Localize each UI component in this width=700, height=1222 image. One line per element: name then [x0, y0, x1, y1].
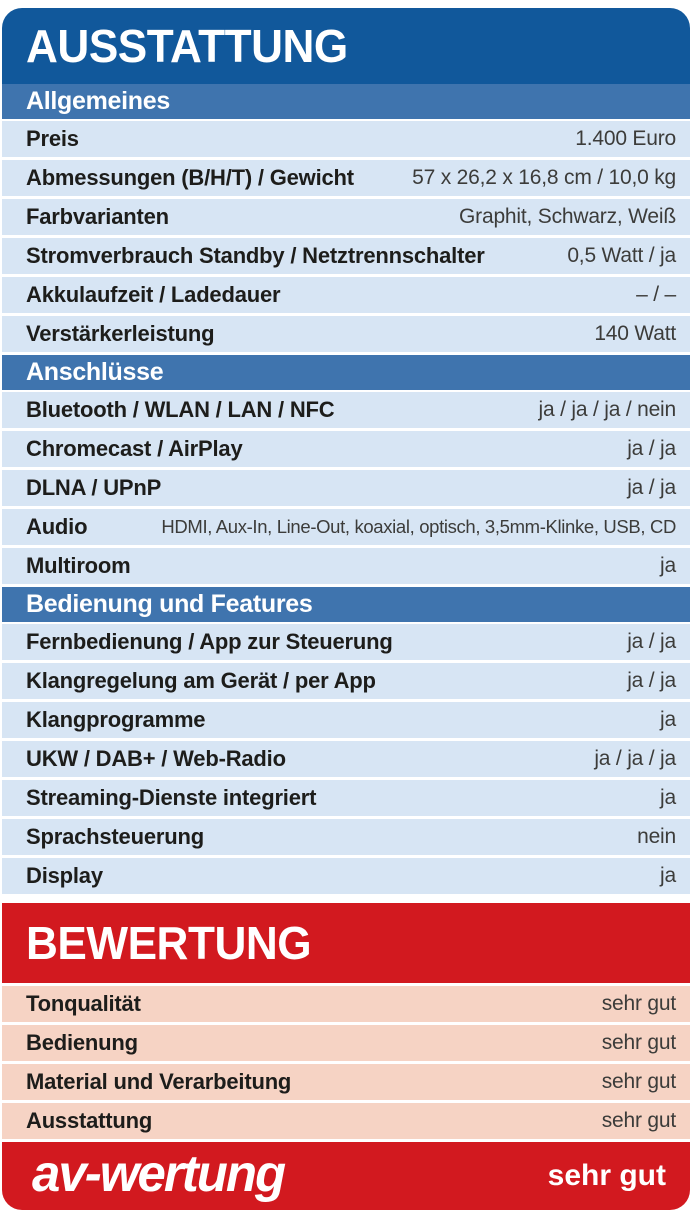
spec-label: Preis [26, 126, 79, 151]
rating-value: sehr gut [601, 992, 676, 1015]
rating-label: Material und Verarbeitung [26, 1069, 292, 1094]
spec-label: Verstärkerleistung [26, 321, 215, 346]
ausstattung-title: AUSSTATTUNG [26, 20, 348, 72]
rating-row-ausstattung [2, 1103, 690, 1139]
spec-label: Abmessungen (B/H/T) / Gewicht [26, 165, 354, 190]
section-heading-label: Anschlüsse [26, 358, 164, 386]
bewertung-header [2, 903, 690, 983]
spec-label: Klangprogramme [26, 707, 206, 732]
section-heading-label: Bedienung und Features [26, 590, 313, 618]
av-wertung-banner [2, 1142, 690, 1210]
bewertung-card [2, 903, 690, 1139]
spec-value: 140 Watt [594, 322, 676, 345]
spec-label: Klangregelung am Gerät / per App [26, 668, 376, 693]
spec-row-chromecast-airplay [2, 431, 690, 467]
rating-value: sehr gut [601, 1070, 676, 1093]
spec-label: Chromecast / AirPlay [26, 436, 243, 461]
spec-value: ja [660, 554, 676, 577]
rating-value: sehr gut [601, 1031, 676, 1054]
spec-value: 0,5 Watt / ja [567, 244, 676, 267]
spec-label: Bluetooth / WLAN / LAN / NFC [26, 397, 335, 422]
section-heading-label: Allgemeines [26, 87, 170, 115]
spec-label: Multiroom [26, 553, 131, 578]
spec-row-farbvarianten [2, 199, 690, 235]
spec-value: 57 x 26,2 x 16,8 cm / 10,0 kg [412, 166, 676, 189]
spec-value: ja / ja / ja / nein [538, 398, 676, 421]
spec-label: Akkulaufzeit / Ladedauer [26, 282, 281, 307]
bewertung-title: BEWERTUNG [26, 917, 312, 969]
section-heading-allgemeines [2, 84, 690, 119]
spec-label: Display [26, 863, 103, 888]
spec-row-akkulaufzeit [2, 277, 690, 313]
spec-row-multiroom [2, 548, 690, 584]
spec-value: HDMI, Aux-In, Line-Out, koaxial, optisch, 3,5mm-Klinke, USB, CD [161, 516, 676, 537]
spec-row-streaming-dienste [2, 780, 690, 816]
av-wertung-logo: av-wertung [32, 1145, 285, 1203]
spec-value: Graphit, Schwarz, Weiß [459, 205, 676, 228]
spec-row-display [2, 858, 690, 894]
spec-label: DLNA / UPnP [26, 475, 162, 500]
spec-row-dlna-upnp [2, 470, 690, 506]
spec-label: Streaming-Dienste integriert [26, 785, 317, 810]
spec-label: Sprachsteuerung [26, 824, 204, 849]
rating-row-bedienung [2, 1025, 690, 1061]
spec-row-preis [2, 121, 690, 157]
spec-value: ja [660, 864, 676, 887]
rating-row-tonqualitaet [2, 986, 690, 1022]
section-heading-anschluesse [2, 355, 690, 390]
spec-value: ja / ja [627, 437, 676, 460]
spec-value: ja [660, 708, 676, 731]
spec-value: – / – [636, 283, 676, 306]
rating-label: Bedienung [26, 1030, 138, 1055]
spec-row-audio [2, 509, 690, 545]
spec-label: UKW / DAB+ / Web-Radio [26, 746, 286, 771]
spec-value: ja / ja / ja [594, 747, 676, 770]
spec-row-stromverbrauch [2, 238, 690, 274]
ausstattung-header [2, 8, 690, 84]
spec-label: Audio [26, 514, 88, 539]
ausstattung-card [2, 8, 690, 894]
rating-value: sehr gut [601, 1109, 676, 1132]
spec-row-abmessungen [2, 160, 690, 196]
spec-value: 1.400 Euro [575, 127, 676, 150]
overall-rating: sehr gut [547, 1159, 666, 1192]
spec-label: Farbvarianten [26, 204, 169, 229]
spec-value: ja [660, 786, 676, 809]
spec-label: Stromverbrauch Standby / Netztrennschalter [26, 243, 485, 268]
rating-label: Tonqualität [26, 991, 141, 1016]
spec-row-klangprogramme [2, 702, 690, 738]
rating-row-material-verarbeitung [2, 1064, 690, 1100]
spec-value: ja / ja [627, 669, 676, 692]
spec-row-sprachsteuerung [2, 819, 690, 855]
spec-row-ukw-dab-webradio [2, 741, 690, 777]
spec-row-verstaerkerleistung [2, 316, 690, 352]
rating-label: Ausstattung [26, 1108, 153, 1133]
spec-row-fernbedienung-app [2, 624, 690, 660]
spec-value: nein [637, 825, 676, 848]
spec-value: ja / ja [627, 476, 676, 499]
spec-label: Fernbedienung / App zur Steuerung [26, 629, 393, 654]
spec-value: ja / ja [627, 630, 676, 653]
section-heading-bedienung-und-features [2, 587, 690, 622]
spec-row-klangregelung [2, 663, 690, 699]
spec-row-bluetooth-wlan-lan-nfc [2, 392, 690, 428]
